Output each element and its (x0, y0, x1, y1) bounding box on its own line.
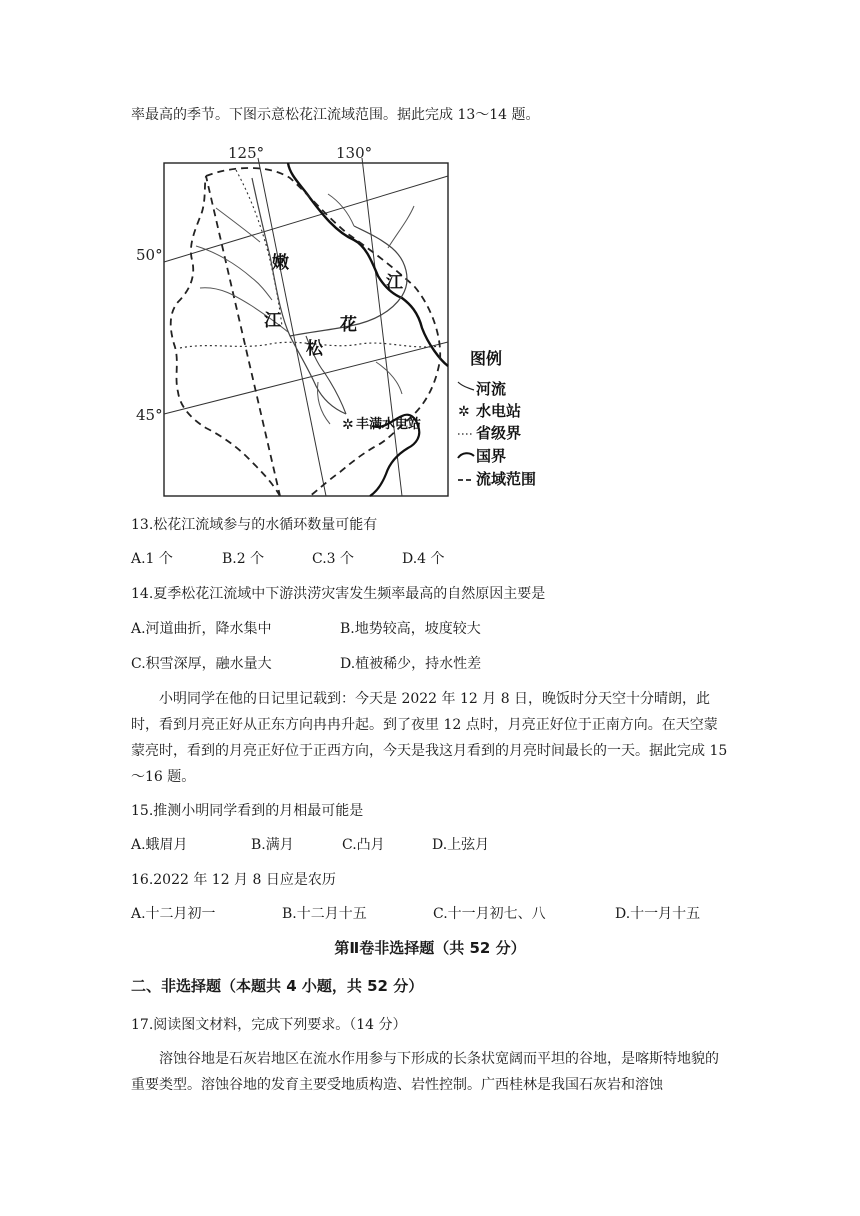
q14-option-d: D.植被稀少，持水性差 (340, 656, 482, 672)
legend-national-icon (458, 453, 474, 458)
section-title: 第Ⅱ卷非选择题（共 52 分） (334, 939, 526, 957)
q15-option-a: A.蛾眉月 (131, 837, 188, 853)
river-char-hua: 花 (340, 315, 357, 335)
q13-option-d: D.4 个 (402, 551, 445, 567)
legend-station-icon: ✲ (458, 404, 470, 420)
legend-national: 国界 (476, 447, 507, 465)
hydropower-station-icon: ✲ (342, 417, 354, 433)
q15-option-c: C.凸月 (342, 837, 385, 853)
question-13-stem: 13.松花江流域参与的水循环数量可能有 (131, 517, 378, 533)
q13-option-a: A.1 个 (131, 551, 173, 567)
national-border (288, 163, 448, 366)
tributary-4 (388, 206, 414, 248)
map-frame (164, 163, 448, 496)
river-char-nen: 嫩 (272, 253, 289, 273)
river-char-song: 松 (306, 339, 323, 359)
q16-option-c: C.十一月初七、八 (433, 906, 546, 922)
legend-basin: 流域范围 (476, 470, 537, 488)
q14-option-a: A.河道曲折，降水集中 (131, 621, 272, 637)
q15-option-b: B.满月 (251, 837, 294, 853)
q15-option-d: D.上弦月 (432, 837, 490, 853)
basin-boundary (171, 168, 440, 496)
legend-title: 图例 (470, 349, 503, 368)
q16-option-a: A.十二月初一 (131, 906, 216, 922)
question-14-stem: 14.夏季松花江流域中下游洪涝灾害发生频率最高的自然原因主要是 (131, 586, 546, 602)
lat-label-50: 50° (136, 246, 163, 264)
river-char-jiang-2: 江 (386, 273, 403, 293)
q16-option-b: B.十二月十五 (282, 906, 367, 922)
q13-option-c: C.3 个 (312, 551, 355, 567)
karst-passage: 溶蚀谷地是石灰岩地区在流水作用参与下形成的长条状宽阔而平坦的谷地，是喀斯特地貌的重要类型。溶蚀谷地的发育主要受地质构造、岩性控制。广西桂林是我国石灰岩和溶蚀 (131, 1051, 719, 1093)
station-label: 丰满水电站 (356, 417, 422, 432)
q14-option-c: C.积雪深厚，融水量大 (131, 656, 272, 672)
songhua-basin-map (136, 136, 566, 498)
legend-river-icon (458, 382, 474, 390)
legend-river: 河流 (476, 380, 507, 398)
map-legend (458, 349, 536, 488)
q13-option-b: B.2 个 (222, 551, 265, 567)
intro-line: 率最高的季节。下图示意松花江流域范围。据此完成 13～14 题。 (131, 107, 540, 123)
part-title: 二、非选择题（本题共 4 小题，共 52 分） (131, 977, 424, 995)
question-16-stem: 16.2022 年 12 月 8 日应是农历 (131, 872, 336, 888)
provincial-border-2 (236, 170, 282, 326)
q16-option-d: D.十一月十五 (615, 906, 701, 922)
legend-station: 水电站 (476, 402, 522, 420)
nen-river (252, 178, 346, 414)
parallel-50 (164, 176, 448, 262)
question-17-stem: 17.阅读图文材料，完成下列要求。（14 分） (131, 1017, 407, 1033)
legend-provincial: 省级界 (476, 424, 522, 442)
lat-label-45: 45° (136, 406, 163, 424)
tributary-5 (328, 194, 354, 226)
tributary-3 (216, 208, 260, 242)
lon-label-130: 130° (336, 144, 373, 162)
moon-passage: 小明同学在他的日记里记载到：今天是 2022 年 12 月 8 日，晚饭时分天空十分晴朗，此时，看到月亮正好从正东方向冉冉升起。到了夜里 12 点时，月亮正好位于正南方向。在天空蒙蒙亮时，看到的月亮正好位于正西方向，今天是我这月看到的月亮时间最长的一天。据此完成 15～16 题。 (131, 691, 728, 785)
meridian-130 (362, 158, 402, 496)
question-15-stem: 15.推测小明同学看到的月相最可能是 (131, 803, 364, 819)
q14-option-b: B.地势较高，坡度较大 (340, 621, 481, 637)
lon-label-125: 125° (228, 144, 265, 162)
tributary-2 (196, 246, 272, 300)
river-char-jiang-1: 江 (264, 311, 281, 331)
